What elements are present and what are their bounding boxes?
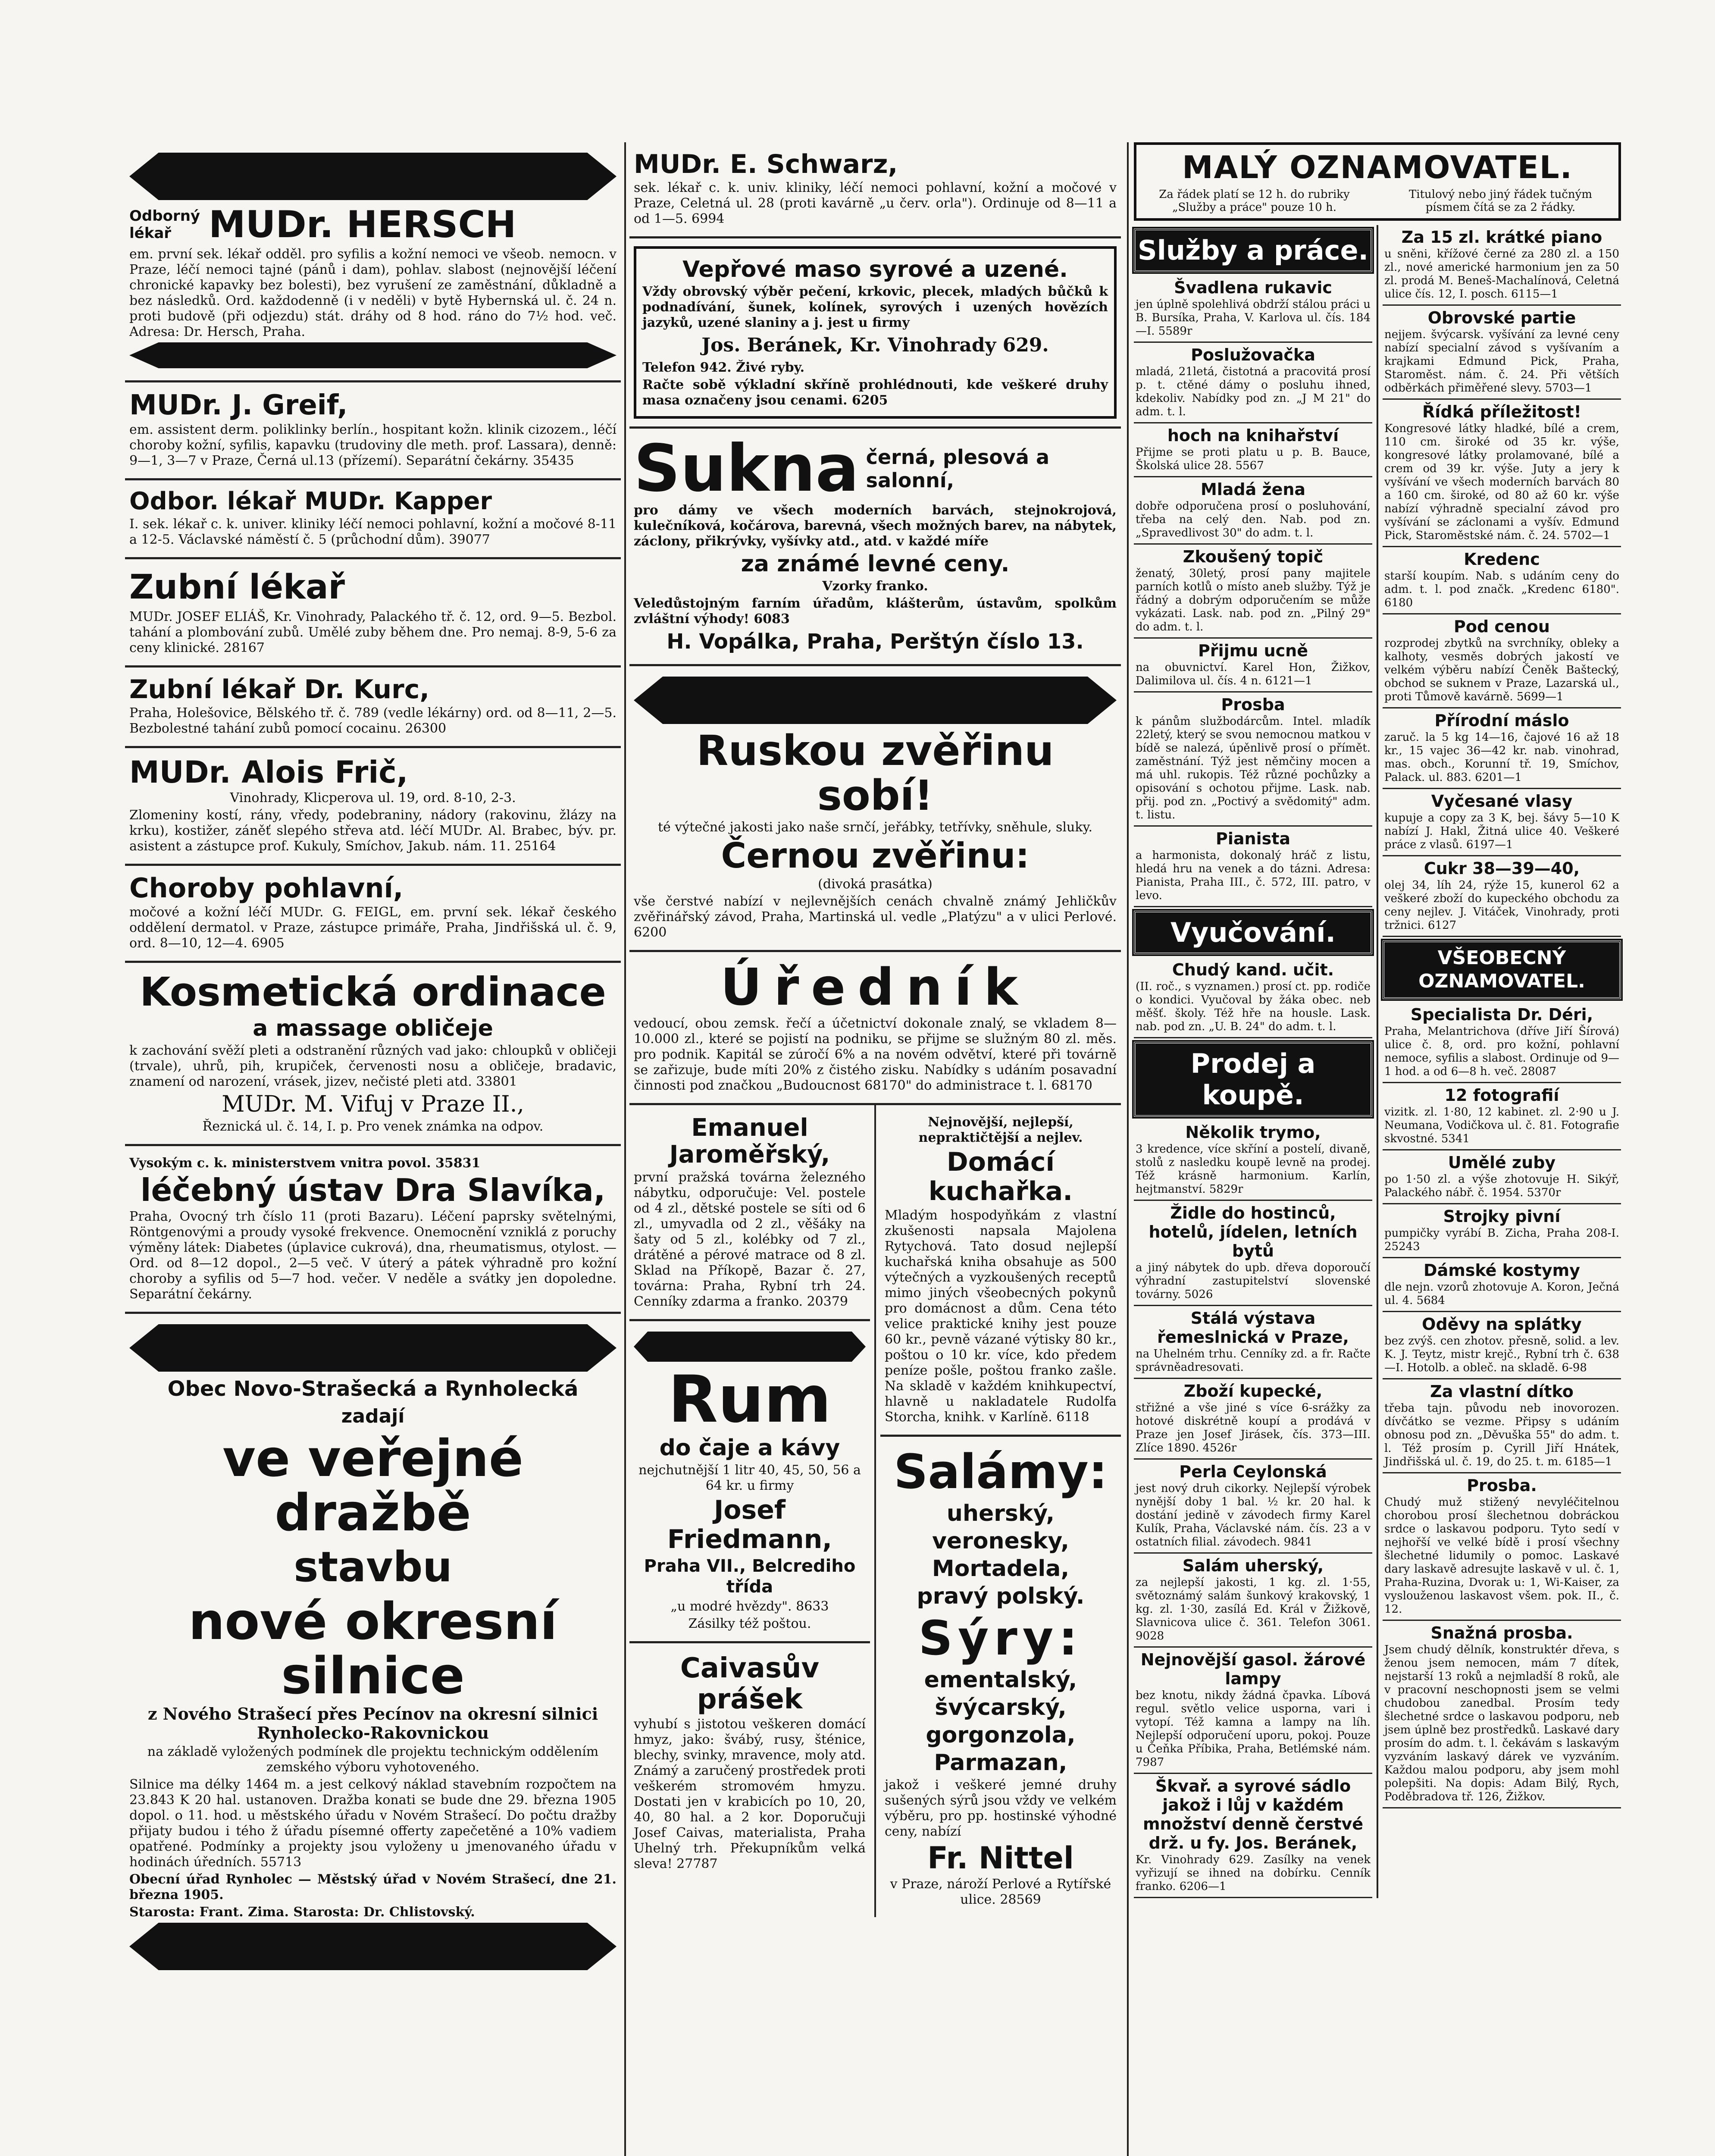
black-banner — [129, 1324, 617, 1372]
ad-body: vše čerstvé nabízí v nejlevnějších cenách chvalně známý Jehličkův zvěřinářský závod, Praha, Martinská ul. vedle „Platýzu" a v ulici Perlové. 6200 — [634, 894, 1117, 940]
ad-line: z Nového Strašecí přes Pecínov na okresní silnici Rynholecko-Rakovnickou — [147, 1704, 598, 1742]
classifieds-left-list-c — [1134, 1120, 1372, 1898]
classified-text: Kr. Vinohrady 629. Zasílky na venek vyřizují se ihned na dobírku. Cenník franko. 6206—1 — [1136, 1853, 1371, 1893]
classified-text: dobře odporučena prosí o posluhování, třeba na celý den. Nab. pod zn. „Spravedlivost 30" do adm. t. l. — [1136, 500, 1371, 539]
classified-ad — [1383, 1150, 1621, 1204]
classifieds-right-list-a — [1383, 225, 1621, 937]
ad-rum — [629, 1321, 870, 1643]
ad-title: Černou zvěřinu: — [721, 836, 1030, 876]
classified-ad — [1383, 400, 1621, 547]
ad-slavik — [125, 1146, 621, 1314]
ad-kosmetika — [125, 963, 621, 1146]
classifieds-title: MALÝ OZNAMOVATEL. — [1182, 149, 1573, 185]
classified-heading: Dámské kostymy — [1424, 1261, 1580, 1280]
classified-ad — [1134, 693, 1372, 827]
classified-ad — [1383, 1204, 1621, 1258]
classifieds-header — [1134, 142, 1621, 221]
ad-kapper — [125, 480, 621, 559]
classified-text: a jiný nábytek do upb. dřeva doporoučí výhradní zastupitelství slovenské továrny. 5026 — [1136, 1261, 1371, 1301]
classified-heading: Za 15 zl. krátké piano — [1401, 228, 1602, 247]
ad-body: první pražská továrna železného nábytku, odporučuje: Vel. postele od 4 zl., dětské postele se síti od 6 zl., umyvadla od 2 zl., věšáky na šaty od 5 zl., kolébky od 7 zl., drátěné a pérové matrace od 8 zl. Sklad na Příkopě, Bazar č. 27, továrna: Praha, Rybní trh 24. Cenníky zdarma a franko. 20379 — [634, 1170, 866, 1309]
ad-jaromersky — [629, 1105, 870, 1321]
ad-title: MUDr. Alois Frič, — [129, 755, 408, 790]
classified-ad — [1134, 1379, 1372, 1460]
classified-heading: Chudý kand. učit. — [1172, 960, 1334, 979]
ad-elias — [125, 559, 621, 667]
ad-body: em. assistent derm. poliklinky berlín., hospitant kožn. klinik cizozem., léčí choroby kožní, syfilis, kapavku (trudoviny dle meth. prof. Lassara), denně: 9—1, 3—7 v Praze, Černá ul.13 (přízemí). Separátní čekárny. 35435 — [129, 422, 617, 468]
classified-heading: Přijmu ucně — [1198, 641, 1308, 660]
classified-heading: Stálá výstava řemeslnická v Praze, — [1157, 1309, 1349, 1347]
classified-heading: Umělé zuby — [1448, 1153, 1556, 1172]
classified-heading: Strojky pivní — [1443, 1207, 1561, 1226]
classified-text: olej 34, líh 24, rýže 15, kunerol 62 a veškeré zboží do kupeckého obchodu za ceny nejlev. J. Vitáček, Vinohrady, proti tržnici. 6127 — [1384, 879, 1620, 932]
classified-heading: Salám uherský, — [1182, 1556, 1324, 1575]
ad-samples: Vzorky franko. — [822, 579, 928, 594]
classified-ad — [1383, 225, 1621, 306]
ad-post: Zásilky též poštou. — [688, 1616, 811, 1631]
classified-ad — [1134, 545, 1372, 639]
classified-ad — [1383, 708, 1621, 789]
ad-title: Úředník — [720, 957, 1030, 1017]
ad-title: MUDr. J. Greif, — [129, 389, 348, 421]
black-banner — [634, 1332, 866, 1362]
classified-text: Kongresové látky hladké, bílé a crem, 110 cm. široké od 35 kr. výše, kongresové látky prolamované, bílé a crem od 39 kr. výše. Juty a jery k vyšívání ve všech moderních barvách 80 a 160 cm. široké, od 80 až 60 kr. výše nabízí výhradně specialní závod pro vyšívání se záclonami a vyšív. Edmund Pick, Staroměstské nám. č. 24. 5702—1 — [1384, 422, 1620, 542]
classified-ad — [1134, 477, 1372, 545]
ad-address: Řeznická ul. č. 14, I. p. Pro venek známka na odpov. — [202, 1119, 544, 1134]
ad-kurc — [125, 667, 621, 748]
classified-heading: hoch na knihařství — [1167, 426, 1339, 445]
section-sluzby: Služby a práce. — [1134, 229, 1372, 272]
ad-body: I. sek. lékař c. k. univer. kliniky léčí nemoci pohlavní, kožní a močové 8-11 a 12-5. Václavské náměstí č. 5 (průchodní dům). 39077 — [129, 517, 617, 547]
classified-ad — [1134, 1201, 1372, 1306]
classified-heading: Pod cenou — [1454, 617, 1550, 636]
classified-text: bez zvýš. cen zhotov. přesně, solid. a lev. K. J. Teytz, mistr krejč., Rybní trh č. 638—I. Hotolb. a obleč. na skladě. 6-98 — [1384, 1335, 1620, 1374]
classified-text: na Uhelném trhu. Cenníky zd. a fr. Račte správněadresovati. — [1136, 1348, 1371, 1374]
black-banner — [634, 677, 1117, 724]
classified-heading: Cukr 38—39—40, — [1424, 859, 1580, 878]
ad-signature: Starosta: Frant. Zima. Starosta: Dr. Chlistovský. — [129, 1905, 475, 1920]
ad-feigl — [125, 866, 621, 963]
classified-text: ženatý, 30letý, prosí pany majitele parních kotlů o místo aneb služby. Týž je řádný a dobrým odporučením se může vykázati. Lask. nab. pod zn. „Pilný 29" do adm. t. l. — [1136, 567, 1371, 633]
ad-footer: Račte sobě výkladní skříně prohlédnouti, kde veškeré druhy masa označeny jsou cenami. 6205 — [642, 377, 1108, 408]
ad-title: Domácí kuchařka. — [928, 1147, 1073, 1206]
classified-ad — [1383, 1379, 1621, 1473]
classified-text: Chudý muž stižený nevyléčitelnou chorobou prosí šlechetnou dobráckou srdce o laskavou podporu. Tyto sedí v nejhořší ve velké bídě i prosí všechny šlechetné lidumily o pomoc. Laskavé dary laskavě adresujte laskavě v ul. č. 1, Praha-Ruzina, Dvorak u: 1, Wi-Kaiser, za vyslouženou laskavost všem. pok. II., č. 12. — [1384, 1496, 1620, 1616]
classified-ad — [1383, 306, 1621, 400]
classifieds-rate-left: Za řádek platí se 12 h. do rubriky „Služby a práce" pouze 10 h. — [1159, 188, 1350, 214]
ad-title: léčebný ústav Dra Slavíka, — [140, 1172, 606, 1208]
classified-text: dle nejn. vzorů zhotovuje A. Koron, Ječná ul. 4. 5684 — [1384, 1281, 1620, 1307]
ad-item: Parmazan, — [934, 1750, 1067, 1776]
ad-doctor: MUDr. M. Vifuj v Praze II., — [222, 1091, 524, 1117]
ad-body: MUDr. JOSEF ELIÁŠ, Kr. Vinohrady, Palackého tř. č. 12, ord. 9—5. Bezbol. tahání a plombování zubů. Umělé zuby během dne. Pro nemaj. 8-9, 5-6 za ceny klinické. 28167 — [129, 609, 617, 655]
ad-institutions: Veledůstojným farním úřadům, klášterům, ústavům, spolkům zvláštní výhody! 6083 — [634, 596, 1117, 627]
black-banner — [129, 1923, 617, 1970]
classified-heading: Oděvy na splátky — [1422, 1315, 1582, 1334]
ad-body: pro dámy ve všech moderních barvách, stejnokrojová, kulečníková, kočárova, barevná, všech možných barev, na nábytek, záclony, přikrývky, vyšívky atd., atd. v každé míře — [634, 503, 1117, 549]
ad-caivas — [629, 1643, 870, 1881]
ad-title: Odbor. lékař MUDr. Kapper — [129, 487, 492, 515]
classified-text: kupuje a copy za 3 K, bej. šávy 5—10 K nabízí J. Hakl, Žitná ulice 40. Veškeré práce z vlasů. 6197—1 — [1384, 812, 1620, 851]
classified-heading: Za vlastní dítko — [1430, 1382, 1574, 1401]
ad-firm: H. Vopálka, Praha, Perštýn číslo 13. — [667, 630, 1084, 654]
ad-title: ve veřejné dražbě — [222, 1429, 523, 1542]
classified-text: Praha, Melantrichova (dříve Jiří Šírová) ulice č. 8, ord. pro kožní, pohlavní nemoce, syfilis a slabost. Ordinuje od 9—1 hod. a od 6—8 h. več. 28087 — [1384, 1025, 1620, 1078]
section-prodej: Prodej a koupě. — [1134, 1042, 1372, 1117]
classified-heading: Obrovské partie — [1427, 308, 1576, 327]
classified-ad — [1134, 343, 1372, 423]
classified-text: střižné a vše jiné s více 6-srážky za hotové diskrétně koupí a prodává v Praze jen Josef Jirásek, čís. 373—III. Zlíce 1890. 4526r — [1136, 1401, 1371, 1454]
ad-salamy — [880, 1437, 1121, 1917]
classified-heading: Řídká příležitost! — [1422, 402, 1581, 421]
classified-ad — [1383, 614, 1621, 708]
classified-heading: Perla Ceylonská — [1179, 1462, 1327, 1481]
classified-ad — [1383, 1083, 1621, 1150]
ad-title: nové okresní silnice — [188, 1592, 557, 1705]
ad-body: té výtečné jakosti jako naše srnčí, jeřábky, tetřívky, sněhule, sluky. — [657, 820, 1093, 835]
ad-body: močové a kožní léčí MUDr. G. FEIGL, em. první sek. lékař českého oddělení dermatol. v Praze, zástupce primáře, Praha, Jindřišská ul. č. 9, ord. 8—10, 12—4. 6905 — [129, 905, 617, 951]
ad-body: Vždy obrovský výběr pečení, krkovic, plecek, mladých bůčků k podnadívání, šunek, kolínek, syrových i uzených hovězích jazyků, uzené slaniny a j. jest u firmy — [642, 284, 1108, 330]
classifieds-left-list-a — [1134, 276, 1372, 907]
classified-ad — [1383, 856, 1621, 937]
classified-ad — [1383, 1473, 1621, 1621]
ad-firm: Josef Friedmann, — [667, 1495, 832, 1554]
classified-text: vizitk. zl. 1·80, 12 kabinet. zl. 2·90 u J. Neumana, Vodičkova ul. č. 81. Fotografie skvostné. 5341 — [1384, 1106, 1620, 1145]
ad-title: Choroby pohlavní, — [129, 872, 404, 904]
classified-ad — [1134, 1120, 1372, 1201]
ad-drazba — [125, 1314, 621, 1982]
ad-item: švýcarský, — [935, 1695, 1067, 1720]
col2-right — [880, 1105, 1121, 1917]
ad-urednik — [629, 952, 1121, 1105]
classified-ad — [1383, 1621, 1621, 1808]
classified-ad — [1383, 1258, 1621, 1312]
classified-heading: 12 fotografií — [1444, 1086, 1559, 1105]
classified-text: 3 kredence, více skříní a postelí, divaně, stolů z nasledku koupě levně na prodej. Též krásně harmonium. Karlín, hejtmanství. 5829r — [1136, 1143, 1371, 1196]
black-banner — [129, 153, 617, 200]
ad-title: Caivasův prášek — [680, 1652, 820, 1715]
ad-address: Vinohrady, Klicperova ul. 19, ord. 8-10, 2-3. — [230, 790, 516, 805]
classified-heading: Snažná prosba. — [1430, 1623, 1573, 1642]
ad-subtitle: a massage obličeje — [253, 1015, 493, 1041]
ad-subtitle: černá, plesová a salonní, — [866, 445, 1049, 492]
column-rule — [1377, 225, 1378, 1898]
classified-text: rozprodej zbytků na svrchníky, obleky a kalhoty, vesměs dobrých jakostí ve velkém výběru nabízí Čeněk Baštecký, obchod se suknem v Praze, Lazarská ul., proti Tůmově kavárně. 5699—1 — [1384, 637, 1620, 703]
ad-firm: Jos. Beránek, Kr. Vinohrady 629. — [701, 334, 1049, 356]
classified-heading: Pianista — [1216, 829, 1291, 848]
ad-subtitle: do čaje a kávy — [659, 1435, 840, 1461]
classified-heading: Židle do hostinců, hotelů, jídelen, letních bytů — [1149, 1203, 1358, 1260]
ad-topline: Vysokým c. k. ministerstvem vnitra povol. 35831 — [129, 1156, 481, 1171]
ad-subtitle: (divoká prasátka) — [818, 877, 933, 892]
classified-text: jen úplně spolehlivá obdrží stálou práci u B. Bursíka, Praha, V. Karlova ul. čís. 184—I. 5589r — [1136, 298, 1371, 338]
classified-heading: Zboží kupecké, — [1183, 1382, 1323, 1401]
ad-title: MUDr. HERSCH — [209, 203, 516, 246]
classified-ad — [1134, 639, 1372, 693]
ad-zverina — [629, 666, 1121, 952]
ad-line: na základě vyložených podmínek dle projektu technickým oddělením zemského výboru vyhotoveného. — [147, 1744, 599, 1775]
col2-left — [629, 1105, 870, 1917]
classified-heading: Prosba — [1221, 695, 1285, 714]
classified-heading: Kredenc — [1464, 550, 1540, 569]
classifieds-left — [1134, 225, 1372, 1898]
classifieds-rate-right: Titulový nebo jiný řádek tučným písmem čítá se za 2 řádky. — [1408, 188, 1593, 214]
classified-ad — [1383, 789, 1621, 856]
classified-heading: Mladá žena — [1200, 480, 1306, 499]
ad-title: Salámy: — [894, 1444, 1108, 1499]
ad-line: Obec Novo-Strašecká a Rynholecká — [167, 1377, 579, 1401]
classified-heading: Několik trymo, — [1185, 1123, 1321, 1142]
ad-label: Odborný lékař — [129, 207, 200, 242]
classified-ad — [1134, 423, 1372, 477]
classified-ad — [1383, 547, 1621, 614]
classifieds-right-list-b — [1383, 1003, 1621, 1808]
classified-ad — [1134, 1774, 1372, 1898]
ad-body: sek. lékař c. k. univ. kliniky, léčí nemoci pohlavní, kožní a močové v Praze, Celetná ul. 28 (proti kavárně „u červ. orla"). Ordinuje od 8—11 a od 1—5. 6994 — [634, 180, 1117, 226]
column-3 — [1134, 142, 1621, 1898]
classified-heading: Škvař. a syrové sádlo jakož i lůj v každém množství denně čerstvé drž. u fy. Jos. Beránek, — [1142, 1777, 1364, 1852]
ad-address: Praha VII., Belcrediho třída — [644, 1556, 856, 1597]
ad-item: veronesky, — [932, 1528, 1069, 1554]
ad-fric — [125, 748, 621, 866]
ad-body: em. první sek. lékař odděl. pro syfilis a kožní nemoci ve všeob. nemocn. v Praze, léčí nemoci tajné (pánů i dam), pohlav. slabost (nejnovější léčení chronické kapavky bez bolesti), bez vyrušení ze zaměstnání, důkladně a bez následků. Ord. každodenně (i v neděli) v bytě Hybernská ul. č. 24 n. proti budově (při odjezdu) stát. dráhy od 8 hod. ráno do 7½ hod. več. Adresa: Dr. Hersch, Praha. — [129, 247, 617, 339]
ad-price: za známé levné ceny. — [741, 551, 1010, 577]
column-rule — [1127, 142, 1129, 2156]
ad-title: Zubní lékař Dr. Kurc, — [129, 674, 430, 705]
column-2 — [629, 142, 1121, 1917]
classified-heading: Švadlena rukavic — [1174, 278, 1332, 297]
black-banner — [129, 342, 617, 368]
classified-text: (II. roč., s vyznamen.) prosí ct. pp. rodiče o kondici. Vyučoval by žáka obec. neb měšť. školy. Též hře na housle. Lask. nab. pod zn. „U. B. 24" do adm. t. l. — [1136, 980, 1371, 1033]
ad-signature: Obecní úřad Rynholec — Městský úřad v Novém Strašecí, dne 21. března 1905. — [129, 1872, 617, 1902]
classified-ad — [1134, 958, 1372, 1038]
ad-item: pravý polský. — [917, 1583, 1085, 1609]
classified-ad — [1134, 1648, 1372, 1774]
classified-text: třeba tajn. původu neb inovorozen. dívčátko se vezme. Připsy s udáním obnosu pod zn. „Děvuška 55" do adm. t. l. Též prosím p. Cyrill Jiří Hnátek, Jindřišská ul. č. 19, do 25. t. m. 6185—1 — [1384, 1402, 1620, 1468]
ad-title: Ruskou zvěřinu sobí! — [696, 727, 1054, 820]
classified-text: starší koupím. Nab. s udáním ceny do adm. t. l. pod značk. „Kredenc 6180". 6180 — [1384, 570, 1620, 609]
classified-text: na obuvnictví. Karel Hon, Žižkov, Dalimilova ul. čís. 4 n. 6121—1 — [1136, 661, 1371, 687]
ad-body: Zlomeniny kostí, rány, vředy, podebraniny, nádory (rakovinu, žlázy na krku), kostižer, záněť slepého střeva atd. léčí MUDr. Al. Brabec, býv. pr. asistent a zástupce prof. Kukuly, Smíchov, Jakub. nám. 11. 25164 — [129, 808, 617, 854]
ad-item: uherský, — [946, 1501, 1055, 1526]
classified-text: nejjem. švýcarsk. vyšívání za levné ceny nabízí specialní závod s vyšívaním a krajkami Edmund Pick, Praha, Staroměst. nám. č. 24. Při větších odběrkách přiměřené slevy. 5703—1 — [1384, 328, 1620, 395]
ad-body: Silnice ma délky 1464 m. a jest celkový náklad stavebním rozpočtem na 23.843 K 20 hal. ustanoven. Dražba konati se bude dne 29. března 1905 dopol. o 11. hod. u městského úřadu v Novém Strašecí. Do počtu dražby přijaty budou i tého ž úřadu písemné offerty zapečetěné a 10% vadiem opatřené. Podmínky a projekty jsou vyloženy u jmenovaného úřadu v hodinách úředních. 55713 — [129, 1777, 617, 1870]
ad-body: Praha, Holešovice, Bělského tř. č. 789 (vedle lékárny) ord. od 8—11, 2—5. Bezbolestné tahání zubů pomocí cocainu. 26300 — [129, 705, 617, 736]
classified-text: Přijme se proti platu u p. B. Bauce, Školská ulice 28. 5567 — [1136, 446, 1371, 472]
classified-heading: Poslužovačka — [1191, 345, 1315, 364]
ad-title: Sukna — [634, 431, 859, 506]
ad-body: jakož i veškeré jemné druhy sušených sýrů jsou vždy ve velkém výběru, pro pp. hostinské výhodné ceny, nabízí — [884, 1777, 1117, 1839]
classified-heading: Zkoušený topič — [1183, 547, 1324, 566]
classified-text: bez knotu, nikdy žádná čpavka. Líbová regul. světlo velice usporna, vari i vytopí. Též kamna a lampy na líh. Nejlepší odporučení uporu, pokoj. Pouze u Čeňka Příbika, Praha, Betlémské nám. 7987 — [1136, 1689, 1371, 1769]
classified-text: a harmonista, dokonalý hráč z listu, hledá hru na venek a do tázni. Adresa: Pianista, Praha III., č. 572, III. patro, v levo. — [1136, 849, 1371, 902]
ad-firm: Fr. Nittel — [927, 1840, 1074, 1876]
ad-sukna — [629, 429, 1121, 666]
ad-address: „u modré hvězdy". 8633 — [670, 1599, 829, 1614]
ad-title: MUDr. E. Schwarz, — [634, 149, 898, 179]
classified-ad — [1383, 1312, 1621, 1379]
ad-title: Vepřové maso syrové a uzené. — [682, 257, 1068, 282]
section-vyucovani: Vyučování. — [1134, 911, 1372, 954]
column-rule — [624, 142, 626, 2156]
classified-ad — [1134, 1306, 1372, 1379]
column-1 — [125, 142, 621, 1982]
classified-text: zaruč. la 5 kg 14—16, čajové 16 až 18 kr., 15 vajec 36—42 kr. nab. vinohrad, mas. obch., Korunní tř. 19, Smíchov, Palack. ul. 883. 6201—1 — [1384, 731, 1620, 784]
ad-title: Rum — [668, 1362, 832, 1437]
ad-topline: Nejnovější, nejlepší, nepraktičtější a nejlev. — [918, 1115, 1083, 1145]
ad-hersch — [125, 142, 621, 382]
classified-text: mladá, 21letá, čistotná a pracovitá prosí p. t. ctěné dámy o posluhu ihned, kdekoliv. Nabídky pod zn. „J M 21" do adm. t. l. — [1136, 365, 1371, 418]
ad-item: gorgonzola, — [926, 1722, 1076, 1748]
ad-kucharka — [880, 1105, 1121, 1437]
ad-body: Mladým hospodyňkám z vlastní zkušenosti napsala Majolena Rytychová. Tato dosud nejlepší kuchařská kniha obsahuje as 500 výtečných a vyzkoušených receptů mimo jiných všeobecných pokynů pro domácnost a dům. Cena této velice praktické knihy jest pouze 60 kr., pevně vázané výtisky 80 kr., poštou o 10 kr. více, kdo předem peníze pošle, poštou franko zašle. Na skladě v každém knihkupectví, hlavně u nakladatele Rudolfa Storcha, knihk. v Karlíně. 6118 — [884, 1208, 1117, 1425]
ad-title: Emanuel Jaroměřský, — [669, 1114, 830, 1169]
classified-heading: Přírodní máslo — [1434, 711, 1569, 730]
classified-text: jest nový druh cikorky. Nejlepší výrobek nynější doby 1 bal. ½ kr. 20 hal. k dostání jedině v závodech firmy Karel Kulík, Praha, Václavské nám. čís. 23 a v ostatních filial. závodech. 9841 — [1136, 1482, 1371, 1548]
classified-ad — [1383, 1003, 1621, 1083]
ad-title: Kosmetická ordinace — [140, 969, 606, 1015]
classified-heading: Vyčesané vlasy — [1431, 792, 1573, 811]
ad-body: nejchutnější 1 litr 40, 45, 50, 56 a 64 kr. u firmy — [638, 1463, 861, 1493]
ad-item: Mortadela, — [932, 1556, 1070, 1582]
ad-body: vyhubí s jistotou veškeren domácí hmyz, jako: švábý, rusy, šténice, blechy, svinky, mravence, moly atd. Známý a zaručený prostředek proti veškerém stromovém hmyzu. Dostati jen v krabicích po 10, 20, 40, 80 hal. a 2 kor. Doporučuji Josef Caivas, materialista, Praha Uhelný trh. Překupníkům velká sleva! 27787 — [634, 1717, 866, 1871]
section-vseobecny: VŠEOBECNÝ OZNAMOVATEL. — [1383, 940, 1621, 999]
classifieds-split — [1134, 225, 1621, 1898]
classified-ad — [1134, 827, 1372, 907]
ad-title: Sýry: — [918, 1611, 1083, 1666]
ad-address: v Praze, nároží Perlové a Rytířské ulice. 28569 — [890, 1877, 1111, 1907]
ad-body: vedoucí, obou zemsk. řečí a účetnictví dokonale znalý, se vkladem 8—10.000 zl., které se pojistí na podniku, se přijme se služným 80 zl. měs. pro podnik. Kapitál se zúročí 6% a na novém odvětví, které při továrně se zařizuje, bude míti 20% z čistého zisku. Nabídky s udáním posavadní činnosti pod značkou „Budoucnost 68170" do administrace t. l. 68170 — [634, 1016, 1117, 1093]
classified-text: k pánům službodárcům. Intel. mladík 22letý, který se svou nemocnou matkou v bídě se nalezá, úpěnlivě prosí o přímět. zaměstnání. Týž jest němčiny mocen a má uhl. rukopis. Též různé pochůzky a opisování s ochotou přijme. Lask. nab. přij. pod zn. „Poctivý a svědomitý" adm. t. listu. — [1136, 715, 1371, 821]
ad-title: stavbu — [294, 1543, 452, 1591]
col2-split — [629, 1105, 1121, 1917]
ad-body: Praha, Ovocný trh číslo 11 (proti Bazaru). Léčení paprsky světelnými, Röntgenovými a proudy vysoké frekvence. Onemocnění vzniklá z poruchy výměny látek: Diabetes (úplavice cukrová), dna, rheumatismus, otylost. — Ord. od 8—12 dopol., 2—5 več. V úterý a pátek výhradně pro kožní choroby a syfilis od 5—7 hod. večer. V neděle a svátky jen dopoledne. Separátní čekárny. — [129, 1209, 617, 1302]
classified-ad — [1134, 1554, 1372, 1648]
ad-schwarz — [629, 142, 1121, 238]
ad-item: ementalský, — [924, 1667, 1077, 1693]
classifieds-right — [1383, 225, 1621, 1898]
classified-text: u sněni, křížové černé za 280 zl. a 150 zl., nové americké harmonium jen za 50 zl. prodá M. Beneš-Machalínová, Celetná ulice čís. 12, I. posch. 6115—1 — [1384, 248, 1620, 301]
classified-ad — [1134, 1460, 1372, 1554]
column-rule — [874, 1105, 876, 1917]
classified-heading: Specialista Dr. Déri, — [1410, 1005, 1593, 1024]
ad-greif — [125, 382, 621, 480]
classified-heading: Nejnovější gasol. žárové lampy — [1140, 1650, 1366, 1688]
classified-text: pumpičky vyrábí B. Zicha, Praha 208-I. 25243 — [1384, 1227, 1620, 1253]
classified-text: po 1·50 zl. a výše zhotovuje H. Sikýř, Palackého nábř. č. 1954. 5370r — [1384, 1173, 1620, 1199]
ad-line: zadají — [341, 1405, 405, 1427]
classified-heading: Prosba. — [1467, 1476, 1537, 1495]
ad-telephone: Telefon 942. Živé ryby. — [642, 360, 805, 375]
ad-body: k zachování svěží pleti a odstranění různých vad jako: chloupků v obličeji (trvale), uhrů, pih, krupiček, červenosti nosu a obličeje, bradavic, znamení od narození, vrásek, jizev, nečisté pleti atd. 33801 — [129, 1043, 617, 1089]
ad-title: Zubní lékař — [129, 568, 345, 607]
classified-text: za nejlepší jakosti, 1 kg. zl. 1·55, světoznámý salám šunkový krakovský, 1 kg. zl. 1·30, zasílá Ed. Král v Žižkově, Slavnicova ulice č. 361. Telefon 3061. 9028 — [1136, 1576, 1371, 1642]
classified-text: Jsem chudý dělník, konstruktér dřeva, s ženou jsem nemocen, mám 7 dítek, nejstarší 13 roků a nejmladší 8 roků, ale v pracovní neschopnosti jsem se velmi chudobou zanedbal. Prosím tedy šlechetné srdce o laskavou podporu, neb jsem úplně bez prostředků. Laskavé dary prosím do adm. t. l. čekávám s laskavým vyzváním laskavý dárek ve vyzváním. Každou malou podporu, aby jsem mohl polepšiti. Na dopis: Adam Bilý, Rych, Poděbradova tř. 126, Žižkov. — [1384, 1643, 1620, 1803]
classified-ad — [1134, 276, 1372, 343]
ad-maso — [629, 238, 1121, 429]
classifieds-left-list-b — [1134, 958, 1372, 1038]
